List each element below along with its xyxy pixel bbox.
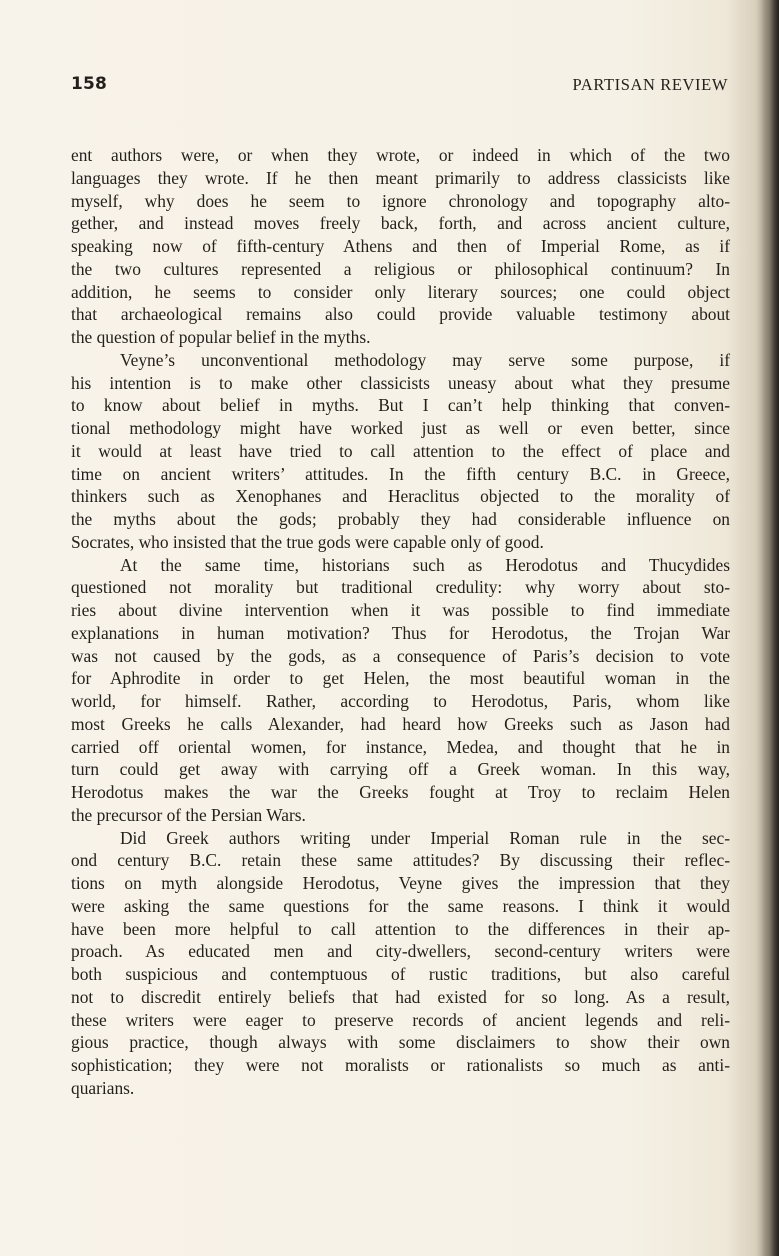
text-line: were asking the same questions for the same reasons. I think it would <box>71 895 730 916</box>
text-line: was not caused by the gods, as a consequence of Paris’s decision to vote <box>71 645 730 666</box>
text-line: quarians. <box>71 1077 135 1098</box>
text-line: myself, why does he seem to ignore chronology and topography alto- <box>71 190 730 211</box>
text-line: ries about divine intervention when it was possible to find immediate <box>71 600 730 620</box>
body-text <box>71 144 730 1100</box>
text-line: ent authors were, or when they wrote, or indeed in which of the two <box>71 145 730 165</box>
text-line: addition, he seems to consider only literary sources; one could object <box>71 281 730 302</box>
text-line: most Greeks he calls Alexander, had heard how Greeks such as Jason had <box>71 713 730 734</box>
text-line: Herodotus makes the war the Greeks fought at Troy to reclaim Helen <box>71 782 730 802</box>
text-line: that archaeological remains also could provide valuable testimony about <box>71 304 730 325</box>
paragraph <box>71 554 730 827</box>
text-line: Socrates, who insisted that the true gods were capable only of good. <box>71 531 544 552</box>
text-line: questioned not morality but traditional credulity: why worry about sto- <box>71 577 730 598</box>
text-line: his intention is to make other classicists uneasy about what they presume <box>71 372 730 393</box>
text-line: tional methodology might have worked just as well or even better, since <box>71 418 730 438</box>
text-line: Veyne’s unconventional methodology may serve some purpose, if <box>120 349 730 370</box>
text-line: the question of popular belief in the myths. <box>71 327 371 347</box>
page-header <box>71 74 730 98</box>
text-line: ond century B.C. retain these same attitudes? By discussing their reflec- <box>71 850 730 871</box>
text-line: world, for himself. Rather, according to Herodotus, Paris, whom like <box>71 691 730 711</box>
text-line: the precursor of the Persian Wars. <box>71 804 306 825</box>
text-line: thinkers such as Xenophanes and Heraclitus objected to the morality of <box>71 486 730 507</box>
paragraph <box>71 144 730 349</box>
text-line: At the same time, historians such as Herodotus and Thucydides <box>120 554 730 575</box>
text-line: to know about belief in myths. But I can’t help thinking that conven- <box>71 395 730 416</box>
text-line: have been more helpful to call attention to the differences in their ap- <box>71 918 730 939</box>
paragraph <box>71 349 730 554</box>
text-line: explanations in human motivation? Thus for Herodotus, the Trojan War <box>71 622 730 643</box>
paragraph <box>71 827 730 1100</box>
running-head: PARTISAN REVIEW <box>572 75 728 94</box>
text-line: turn could get away with carrying off a Greek woman. In this way, <box>71 759 730 780</box>
book-gutter-shadow <box>761 0 779 1256</box>
text-line: it would at least have tried to call attention to the effect of place and <box>71 440 730 461</box>
text-line: the myths about the gods; probably they had considerable influence on <box>71 509 730 529</box>
text-line: gether, and instead moves freely back, forth, and across ancient culture, <box>71 213 730 234</box>
text-line: for Aphrodite in order to get Helen, the most beautiful woman in the <box>71 668 730 689</box>
text-line: not to discredit entirely beliefs that had existed for so long. As a result, <box>71 986 730 1007</box>
text-line: proach. As educated men and city-dwellers, second-century writers were <box>71 941 730 962</box>
text-line: languages they wrote. If he then meant primarily to address classicists like <box>71 167 730 188</box>
text-line: tions on myth alongside Herodotus, Veyne gives the impression that they <box>71 873 730 893</box>
text-line: these writers were eager to preserve records of ancient legends and reli- <box>71 1009 730 1030</box>
text-line: the two cultures represented a religious or philosophical continuum? In <box>71 258 730 279</box>
text-line: speaking now of fifth-century Athens and then of Imperial Rome, as if <box>71 236 730 256</box>
text-line: carried off oriental women, for instance, Medea, and thought that he in <box>71 736 730 757</box>
text-line: both suspicious and contemptuous of rustic traditions, but also careful <box>71 964 730 984</box>
page-number: 158 <box>71 74 108 94</box>
text-line: time on ancient writers’ attitudes. In the fifth century B.C. in Greece, <box>71 463 730 484</box>
text-line: sophistication; they were not moralists or rationalists so much as anti- <box>71 1055 730 1075</box>
text-line: Did Greek authors writing under Imperial Roman rule in the sec- <box>120 827 730 848</box>
text-line: gious practice, though always with some disclaimers to show their own <box>71 1032 730 1053</box>
